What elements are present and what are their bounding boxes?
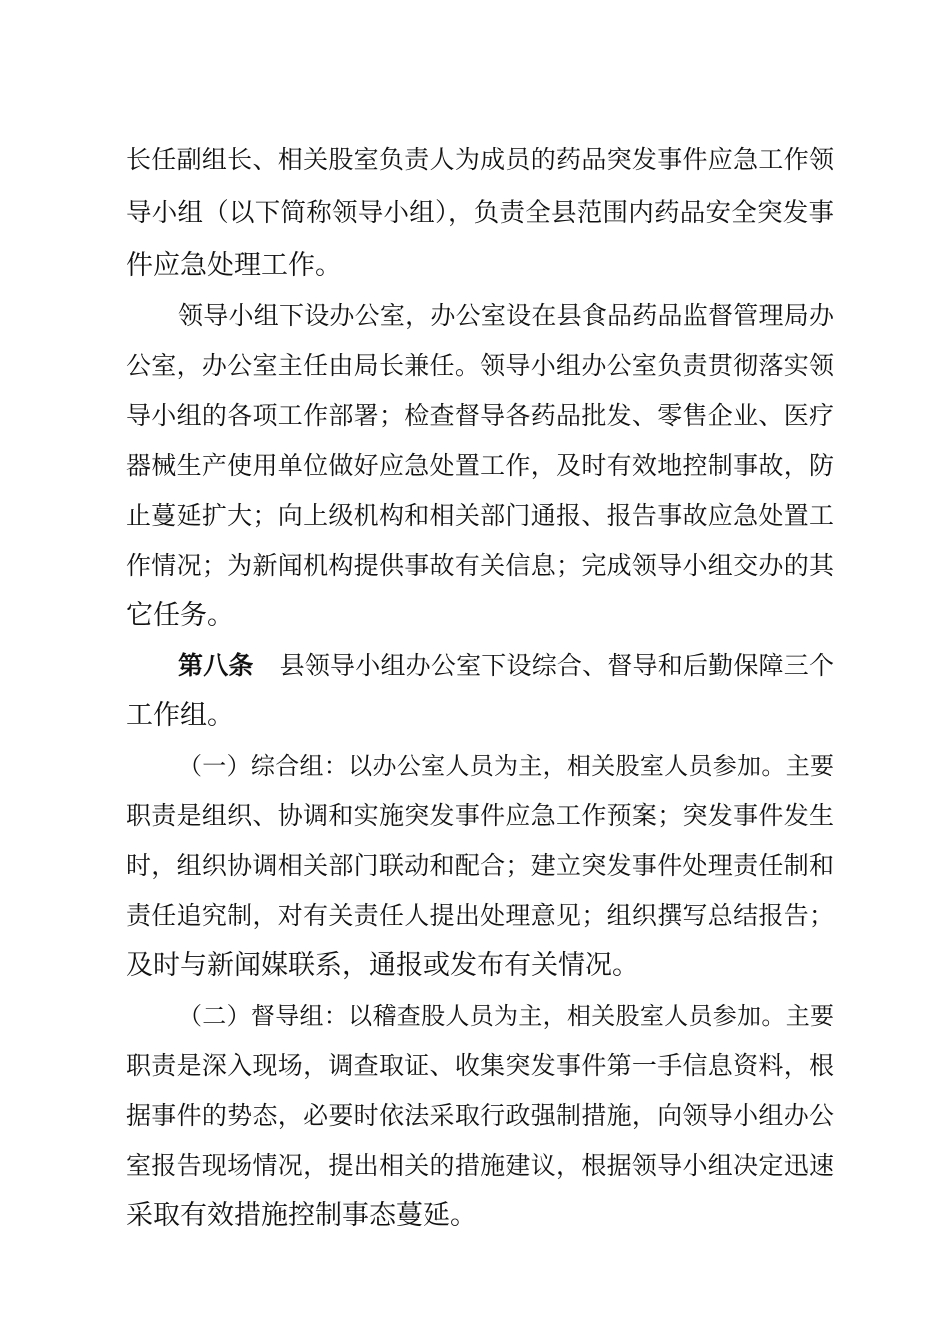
text-line: 导小组（以下简称领导小组），负责全县范围内药品安全突发事 — [126, 198, 834, 228]
text-line: 它任务。 — [126, 600, 234, 631]
text-line: （一）综合组：以办公室人员为主，相关股室人员参加。主要 — [178, 752, 834, 780]
text-line: 工作组。 — [126, 700, 234, 731]
text-line: 件应急处理工作。 — [126, 250, 342, 281]
text-line: 作情况；为新闻机构提供事故有关信息；完成领导小组交办的其 — [126, 551, 834, 580]
text-line: 领导小组下设办公室，办公室设在县食品药品监督管理局办 — [178, 301, 834, 330]
text-line: 长任副组长、相关股室负责人为成员的药品突发事件应急工作领 — [126, 145, 834, 174]
article-line — [178, 648, 834, 684]
text-line: 导小组的各项工作部署；检查督导各药品批发、零售企业、医疗 — [126, 401, 834, 430]
text-line: 职责是组织、协调和实施突发事件应急工作预案；突发事件发生 — [126, 801, 834, 830]
text-line: 县领导小组办公室下设综合、督导和后勤保障三个 — [279, 651, 834, 680]
text-line: 采取有效措施控制事态蔓延。 — [126, 1200, 477, 1231]
text-line: 据事件的势态，必要时依法采取行政强制措施，向领导小组办公 — [126, 1101, 834, 1130]
text-line: 室报告现场情况，提出相关的措施建议，根据领导小组决定迅速 — [126, 1151, 834, 1180]
text-line: 公室，办公室主任由局长兼任。领导小组办公室负责贯彻落实领 — [126, 351, 834, 380]
text-line: 器械生产使用单位做好应急处置工作，及时有效地控制事故，防 — [126, 451, 834, 480]
text-line: 时，组织协调相关部门联动和配合；建立突发事件处理责任制和 — [126, 851, 834, 880]
article-number: 第八条 — [178, 651, 254, 680]
text-line: 止蔓延扩大；向上级机构和相关部门通报、报告事故应急处置工 — [126, 501, 834, 530]
text-line: 职责是深入现场，调查取证、收集突发事件第一手信息资料，根 — [126, 1051, 834, 1080]
text-line: 责任追究制，对有关责任人提出处理意见；组织撰写总结报告； — [126, 901, 834, 930]
text-line: （二）督导组：以稽查股人员为主，相关股室人员参加。主要 — [178, 1002, 834, 1030]
text-line: 及时与新闻媒联系，通报或发布有关情况。 — [126, 950, 639, 981]
